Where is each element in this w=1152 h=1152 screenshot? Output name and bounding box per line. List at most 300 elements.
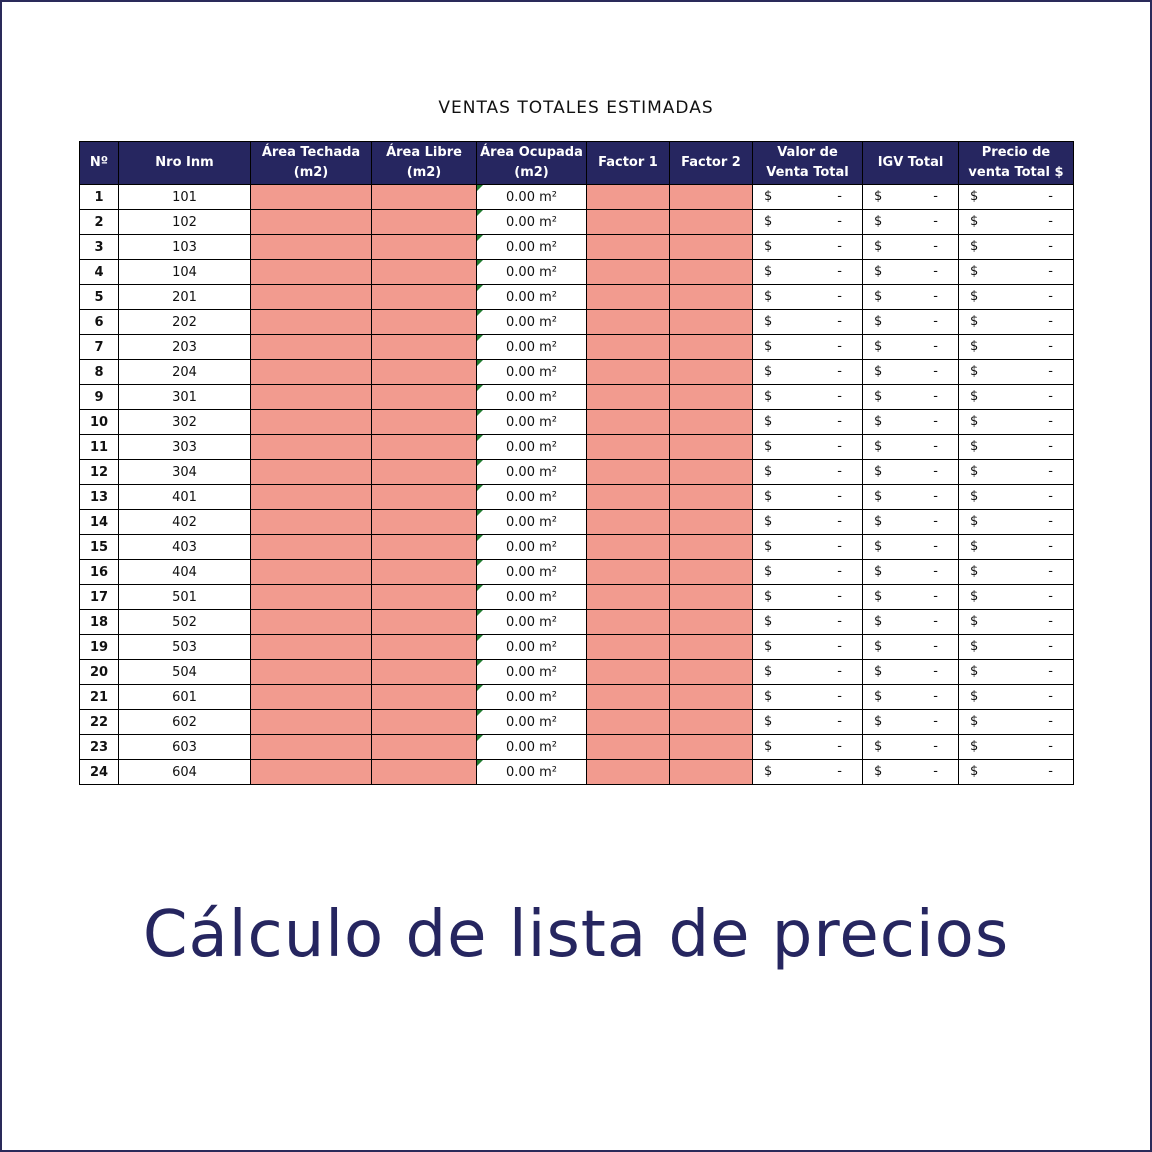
valor-venta-cell[interactable]: [753, 410, 863, 435]
precio-venta-cell[interactable]: [959, 710, 1074, 735]
valor-venta-cell[interactable]: [753, 460, 863, 485]
nro-inm-cell[interactable]: 204: [119, 360, 251, 385]
igv-total-cell[interactable]: [863, 235, 959, 260]
area-techada-cell[interactable]: [251, 685, 372, 710]
valor-venta-cell[interactable]: [753, 310, 863, 335]
factor-2-cell[interactable]: [670, 660, 753, 685]
header-factor-1[interactable]: Factor 1: [587, 142, 670, 185]
row-number[interactable]: 22: [80, 710, 119, 735]
nro-inm-cell[interactable]: 104: [119, 260, 251, 285]
area-ocupada-value: 0.00 m²: [506, 714, 557, 730]
igv-total-cell[interactable]: [863, 685, 959, 710]
factor-1-cell[interactable]: [587, 335, 670, 360]
money-value: -: [933, 614, 938, 629]
area-techada-cell[interactable]: [251, 735, 372, 760]
area-libre-cell[interactable]: [372, 310, 477, 335]
money-value: -: [933, 314, 938, 329]
valor-venta-cell[interactable]: [753, 585, 863, 610]
nro-inm-cell[interactable]: 202: [119, 310, 251, 335]
factor-1-cell[interactable]: [587, 660, 670, 685]
area-ocupada-cell[interactable]: [477, 535, 587, 560]
precio-venta-cell[interactable]: [959, 460, 1074, 485]
area-libre-cell[interactable]: [372, 260, 477, 285]
factor-2-cell[interactable]: [670, 760, 753, 785]
valor-venta-cell[interactable]: [753, 635, 863, 660]
area-techada-cell[interactable]: [251, 210, 372, 235]
area-techada-cell[interactable]: [251, 185, 372, 210]
precio-venta-cell[interactable]: [959, 360, 1074, 385]
factor-1-cell[interactable]: [587, 610, 670, 635]
nro-inm-cell[interactable]: 602: [119, 710, 251, 735]
area-libre-cell[interactable]: [372, 235, 477, 260]
area-techada-cell[interactable]: [251, 435, 372, 460]
precio-venta-cell[interactable]: [959, 735, 1074, 760]
row-number[interactable]: 24: [80, 760, 119, 785]
money-value: -: [837, 289, 842, 304]
header-area-ocupada[interactable]: Área Ocupada (m2): [477, 142, 587, 185]
row-number[interactable]: 3: [80, 235, 119, 260]
area-techada-cell[interactable]: [251, 385, 372, 410]
area-libre-cell[interactable]: [372, 360, 477, 385]
nro-inm-cell[interactable]: 601: [119, 685, 251, 710]
valor-venta-cell[interactable]: [753, 185, 863, 210]
header-igv-total[interactable]: IGV Total: [863, 142, 959, 185]
row-number[interactable]: 10: [80, 410, 119, 435]
area-ocupada-cell[interactable]: [477, 585, 587, 610]
money-value: -: [1048, 489, 1053, 504]
precio-venta-cell[interactable]: [959, 635, 1074, 660]
area-techada-cell[interactable]: [251, 235, 372, 260]
igv-total-cell[interactable]: [863, 435, 959, 460]
factor-2-cell[interactable]: [670, 735, 753, 760]
precio-venta-cell[interactable]: [959, 485, 1074, 510]
precio-venta-cell[interactable]: [959, 310, 1074, 335]
precio-venta-cell[interactable]: [959, 185, 1074, 210]
factor-1-cell[interactable]: [587, 735, 670, 760]
area-techada-cell[interactable]: [251, 560, 372, 585]
factor-1-cell[interactable]: [587, 635, 670, 660]
area-ocupada-cell[interactable]: [477, 685, 587, 710]
area-libre-cell[interactable]: [372, 385, 477, 410]
header-factor-2[interactable]: Factor 2: [670, 142, 753, 185]
precio-venta-cell[interactable]: [959, 685, 1074, 710]
header-nro-inm[interactable]: Nro Inm: [119, 142, 251, 185]
area-libre-cell[interactable]: [372, 635, 477, 660]
area-techada-cell[interactable]: [251, 285, 372, 310]
money-value: -: [933, 439, 938, 454]
area-ocupada-cell[interactable]: [477, 710, 587, 735]
area-techada-cell[interactable]: [251, 485, 372, 510]
area-techada-cell[interactable]: [251, 510, 372, 535]
area-libre-cell[interactable]: [372, 410, 477, 435]
area-ocupada-cell[interactable]: [477, 310, 587, 335]
area-libre-cell[interactable]: [372, 510, 477, 535]
valor-venta-cell[interactable]: [753, 535, 863, 560]
valor-venta-cell[interactable]: [753, 235, 863, 260]
igv-total-cell[interactable]: [863, 360, 959, 385]
area-ocupada-cell[interactable]: [477, 260, 587, 285]
area-libre-cell[interactable]: [372, 735, 477, 760]
factor-1-cell[interactable]: [587, 510, 670, 535]
factor-2-cell[interactable]: [670, 335, 753, 360]
area-ocupada-value: 0.00 m²: [506, 464, 557, 480]
row-number[interactable]: 19: [80, 635, 119, 660]
nro-inm-cell[interactable]: 203: [119, 335, 251, 360]
table-row: [80, 360, 1074, 385]
igv-total-cell[interactable]: [863, 610, 959, 635]
area-techada-cell[interactable]: [251, 310, 372, 335]
area-techada-cell[interactable]: [251, 635, 372, 660]
factor-2-cell[interactable]: [670, 260, 753, 285]
valor-venta-cell[interactable]: [753, 660, 863, 685]
igv-total-cell[interactable]: [863, 485, 959, 510]
factor-2-cell[interactable]: [670, 610, 753, 635]
igv-total-cell[interactable]: [863, 335, 959, 360]
precio-venta-cell[interactable]: [959, 385, 1074, 410]
factor-2-cell[interactable]: [670, 435, 753, 460]
area-ocupada-value: 0.00 m²: [506, 539, 557, 555]
nro-inm-cell[interactable]: 403: [119, 535, 251, 560]
area-libre-cell[interactable]: [372, 335, 477, 360]
currency-symbol: $: [764, 389, 773, 404]
igv-total-cell[interactable]: [863, 560, 959, 585]
row-number[interactable]: 16: [80, 560, 119, 585]
precio-venta-cell[interactable]: [959, 285, 1074, 310]
valor-venta-cell[interactable]: [753, 685, 863, 710]
igv-total-cell[interactable]: [863, 510, 959, 535]
money-value: -: [1048, 764, 1053, 779]
row-number[interactable]: 23: [80, 735, 119, 760]
area-ocupada-value: 0.00 m²: [506, 664, 557, 680]
area-ocupada-cell[interactable]: [477, 210, 587, 235]
factor-2-cell[interactable]: [670, 585, 753, 610]
area-libre-cell[interactable]: [372, 760, 477, 785]
factor-2-cell[interactable]: [670, 485, 753, 510]
formula-indicator-icon: [477, 510, 483, 516]
area-ocupada-cell[interactable]: [477, 285, 587, 310]
area-ocupada-cell[interactable]: [477, 185, 587, 210]
row-number[interactable]: 9: [80, 385, 119, 410]
igv-total-cell[interactable]: [863, 260, 959, 285]
area-libre-cell[interactable]: [372, 435, 477, 460]
area-ocupada-cell[interactable]: [477, 385, 587, 410]
precio-venta-cell[interactable]: [959, 235, 1074, 260]
area-techada-cell[interactable]: [251, 535, 372, 560]
formula-indicator-icon: [477, 585, 483, 591]
area-techada-cell[interactable]: [251, 760, 372, 785]
precio-venta-cell[interactable]: [959, 760, 1074, 785]
valor-venta-cell[interactable]: [753, 510, 863, 535]
factor-1-cell[interactable]: [587, 535, 670, 560]
nro-inm-cell[interactable]: 503: [119, 635, 251, 660]
row-number[interactable]: 4: [80, 260, 119, 285]
row-number[interactable]: 13: [80, 485, 119, 510]
igv-total-cell[interactable]: [863, 285, 959, 310]
valor-venta-cell[interactable]: [753, 710, 863, 735]
table-row: [80, 485, 1074, 510]
row-number[interactable]: 11: [80, 435, 119, 460]
money-value: -: [1048, 339, 1053, 354]
factor-2-cell[interactable]: [670, 510, 753, 535]
money-value: -: [1048, 289, 1053, 304]
area-ocupada-cell[interactable]: [477, 235, 587, 260]
valor-venta-cell[interactable]: [753, 210, 863, 235]
area-ocupada-cell[interactable]: [477, 460, 587, 485]
money-value: -: [837, 439, 842, 454]
area-ocupada-cell[interactable]: [477, 735, 587, 760]
money-value: -: [1048, 464, 1053, 479]
nro-inm-cell[interactable]: 301: [119, 385, 251, 410]
precio-venta-cell[interactable]: [959, 585, 1074, 610]
money-value: -: [837, 239, 842, 254]
table-row: [80, 435, 1074, 460]
factor-1-cell[interactable]: [587, 210, 670, 235]
area-ocupada-cell[interactable]: [477, 610, 587, 635]
currency-symbol: $: [970, 764, 979, 779]
factor-1-cell[interactable]: [587, 460, 670, 485]
money-value: -: [837, 639, 842, 654]
valor-venta-cell[interactable]: [753, 560, 863, 585]
area-libre-cell[interactable]: [372, 560, 477, 585]
formula-indicator-icon: [477, 710, 483, 716]
factor-2-cell[interactable]: [670, 535, 753, 560]
currency-symbol: $: [874, 389, 883, 404]
currency-symbol: $: [970, 439, 979, 454]
valor-venta-cell[interactable]: [753, 260, 863, 285]
factor-2-cell[interactable]: [670, 185, 753, 210]
factor-2-cell[interactable]: [670, 560, 753, 585]
valor-venta-cell[interactable]: [753, 435, 863, 460]
nro-inm-cell[interactable]: 604: [119, 760, 251, 785]
nro-inm-cell[interactable]: 501: [119, 585, 251, 610]
factor-2-cell[interactable]: [670, 310, 753, 335]
factor-1-cell[interactable]: [587, 760, 670, 785]
nro-inm-cell[interactable]: 303: [119, 435, 251, 460]
area-libre-cell[interactable]: [372, 585, 477, 610]
row-number[interactable]: 2: [80, 210, 119, 235]
precio-venta-cell[interactable]: [959, 335, 1074, 360]
currency-symbol: $: [764, 364, 773, 379]
currency-symbol: $: [874, 239, 883, 254]
valor-venta-cell[interactable]: [753, 485, 863, 510]
valor-venta-cell[interactable]: [753, 385, 863, 410]
igv-total-cell[interactable]: [863, 385, 959, 410]
valor-venta-cell[interactable]: [753, 360, 863, 385]
factor-2-cell[interactable]: [670, 460, 753, 485]
precio-venta-cell[interactable]: [959, 210, 1074, 235]
nro-inm-cell[interactable]: 302: [119, 410, 251, 435]
igv-total-cell[interactable]: [863, 660, 959, 685]
precio-venta-cell[interactable]: [959, 410, 1074, 435]
area-ocupada-cell[interactable]: [477, 360, 587, 385]
precio-venta-cell[interactable]: [959, 435, 1074, 460]
money-value: -: [837, 414, 842, 429]
header-valor-venta[interactable]: Valor de Venta Total: [753, 142, 863, 185]
factor-2-cell[interactable]: [670, 210, 753, 235]
factor-2-cell[interactable]: [670, 235, 753, 260]
factor-2-cell[interactable]: [670, 385, 753, 410]
row-number[interactable]: 14: [80, 510, 119, 535]
valor-venta-cell[interactable]: [753, 285, 863, 310]
igv-total-cell[interactable]: [863, 460, 959, 485]
nro-inm-cell[interactable]: 504: [119, 660, 251, 685]
nro-inm-cell[interactable]: 102: [119, 210, 251, 235]
precio-venta-cell[interactable]: [959, 560, 1074, 585]
row-number[interactable]: 17: [80, 585, 119, 610]
row-number[interactable]: 18: [80, 610, 119, 635]
factor-1-cell[interactable]: [587, 710, 670, 735]
igv-total-cell[interactable]: [863, 310, 959, 335]
precio-venta-cell[interactable]: [959, 510, 1074, 535]
row-number[interactable]: 8: [80, 360, 119, 385]
factor-2-cell[interactable]: [670, 710, 753, 735]
igv-total-cell[interactable]: [863, 185, 959, 210]
precio-venta-cell[interactable]: [959, 535, 1074, 560]
area-libre-cell[interactable]: [372, 185, 477, 210]
area-libre-cell[interactable]: [372, 685, 477, 710]
formula-indicator-icon: [477, 485, 483, 491]
igv-total-cell[interactable]: [863, 585, 959, 610]
factor-1-cell[interactable]: [587, 235, 670, 260]
area-libre-cell[interactable]: [372, 460, 477, 485]
row-number[interactable]: 15: [80, 535, 119, 560]
valor-venta-cell[interactable]: [753, 335, 863, 360]
igv-total-cell[interactable]: [863, 710, 959, 735]
factor-2-cell[interactable]: [670, 285, 753, 310]
area-ocupada-cell[interactable]: [477, 660, 587, 685]
igv-total-cell[interactable]: [863, 635, 959, 660]
factor-1-cell[interactable]: [587, 410, 670, 435]
row-number[interactable]: 6: [80, 310, 119, 335]
table-row: [80, 585, 1074, 610]
area-libre-cell[interactable]: [372, 610, 477, 635]
factor-1-cell[interactable]: [587, 185, 670, 210]
area-ocupada-cell[interactable]: [477, 435, 587, 460]
currency-symbol: $: [874, 739, 883, 754]
factor-1-cell[interactable]: [587, 285, 670, 310]
area-techada-cell[interactable]: [251, 410, 372, 435]
area-libre-cell[interactable]: [372, 285, 477, 310]
currency-symbol: $: [970, 214, 979, 229]
area-ocupada-cell[interactable]: [477, 560, 587, 585]
row-number[interactable]: 21: [80, 685, 119, 710]
currency-symbol: $: [764, 564, 773, 579]
table-row: [80, 710, 1074, 735]
money-value: -: [933, 214, 938, 229]
area-techada-cell[interactable]: [251, 360, 372, 385]
row-number[interactable]: 5: [80, 285, 119, 310]
table-row: [80, 235, 1074, 260]
igv-total-cell[interactable]: [863, 535, 959, 560]
factor-1-cell[interactable]: [587, 260, 670, 285]
nro-inm-cell[interactable]: 502: [119, 610, 251, 635]
nro-inm-cell[interactable]: 603: [119, 735, 251, 760]
money-value: -: [837, 264, 842, 279]
factor-1-cell[interactable]: [587, 560, 670, 585]
formula-indicator-icon: [477, 310, 483, 316]
money-value: -: [933, 489, 938, 504]
header-n[interactable]: Nº: [80, 142, 119, 185]
formula-indicator-icon: [477, 260, 483, 266]
igv-total-cell[interactable]: [863, 410, 959, 435]
nro-inm-cell[interactable]: 401: [119, 485, 251, 510]
nro-inm-cell[interactable]: 103: [119, 235, 251, 260]
factor-1-cell[interactable]: [587, 310, 670, 335]
area-techada-cell[interactable]: [251, 460, 372, 485]
currency-symbol: $: [874, 214, 883, 229]
factor-2-cell[interactable]: [670, 685, 753, 710]
row-number[interactable]: 7: [80, 335, 119, 360]
area-libre-cell[interactable]: [372, 660, 477, 685]
area-techada-cell[interactable]: [251, 335, 372, 360]
factor-1-cell[interactable]: [587, 385, 670, 410]
area-libre-cell[interactable]: [372, 485, 477, 510]
factor-1-cell[interactable]: [587, 435, 670, 460]
nro-inm-cell[interactable]: 404: [119, 560, 251, 585]
valor-venta-cell[interactable]: [753, 760, 863, 785]
row-number[interactable]: 1: [80, 185, 119, 210]
area-ocupada-cell[interactable]: [477, 335, 587, 360]
igv-total-cell[interactable]: [863, 210, 959, 235]
area-ocupada-cell[interactable]: [477, 635, 587, 660]
row-number[interactable]: 20: [80, 660, 119, 685]
precio-venta-cell[interactable]: [959, 660, 1074, 685]
currency-symbol: $: [764, 639, 773, 654]
header-area-libre[interactable]: Área Libre (m2): [372, 142, 477, 185]
factor-2-cell[interactable]: [670, 360, 753, 385]
currency-symbol: $: [874, 439, 883, 454]
nro-inm-cell[interactable]: 402: [119, 510, 251, 535]
nro-inm-cell[interactable]: 304: [119, 460, 251, 485]
area-techada-cell[interactable]: [251, 660, 372, 685]
igv-total-cell[interactable]: [863, 760, 959, 785]
factor-1-cell[interactable]: [587, 360, 670, 385]
money-value: -: [1048, 314, 1053, 329]
area-techada-cell[interactable]: [251, 260, 372, 285]
area-libre-cell[interactable]: [372, 710, 477, 735]
factor-1-cell[interactable]: [587, 585, 670, 610]
area-techada-cell[interactable]: [251, 610, 372, 635]
currency-symbol: $: [764, 514, 773, 529]
money-value: -: [933, 739, 938, 754]
nro-inm-cell[interactable]: 201: [119, 285, 251, 310]
precio-venta-cell[interactable]: [959, 260, 1074, 285]
valor-venta-cell[interactable]: [753, 735, 863, 760]
valor-venta-cell[interactable]: [753, 610, 863, 635]
factor-2-cell[interactable]: [670, 635, 753, 660]
money-value: -: [1048, 239, 1053, 254]
area-techada-cell[interactable]: [251, 710, 372, 735]
area-ocupada-cell[interactable]: [477, 410, 587, 435]
nro-inm-cell[interactable]: 101: [119, 185, 251, 210]
money-value: -: [1048, 189, 1053, 204]
area-ocupada-cell[interactable]: [477, 760, 587, 785]
area-techada-cell[interactable]: [251, 585, 372, 610]
igv-total-cell[interactable]: [863, 735, 959, 760]
factor-2-cell[interactable]: [670, 410, 753, 435]
area-libre-cell[interactable]: [372, 535, 477, 560]
factor-1-cell[interactable]: [587, 485, 670, 510]
currency-symbol: $: [970, 689, 979, 704]
row-number[interactable]: 12: [80, 460, 119, 485]
factor-1-cell[interactable]: [587, 685, 670, 710]
header-area-techada[interactable]: Área Techada (m2): [251, 142, 372, 185]
header-precio-venta[interactable]: Precio de venta Total $: [959, 142, 1074, 185]
precio-venta-cell[interactable]: [959, 610, 1074, 635]
area-ocupada-cell[interactable]: [477, 510, 587, 535]
area-libre-cell[interactable]: [372, 210, 477, 235]
area-ocupada-cell[interactable]: [477, 485, 587, 510]
